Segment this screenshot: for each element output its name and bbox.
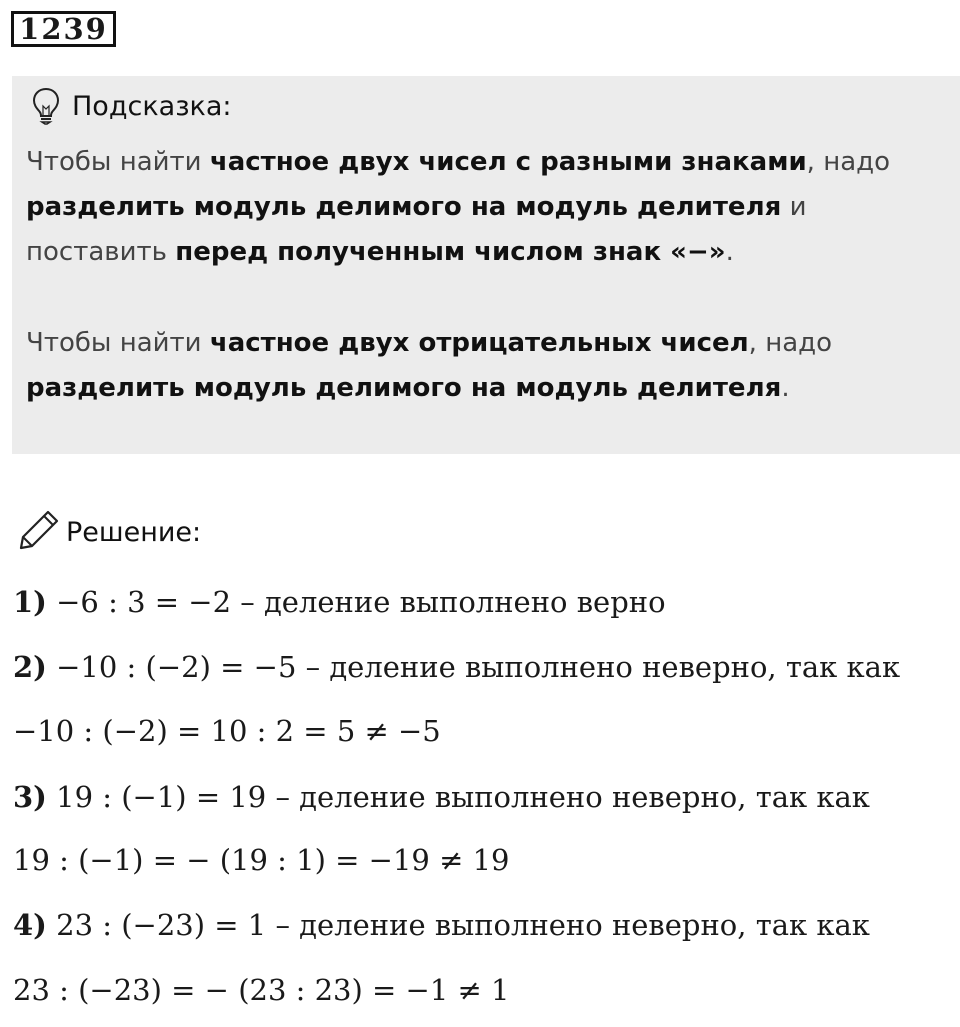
item-number: 3)	[13, 780, 47, 814]
solution-text: −10 : (−2) = 10 : 2 = 5 ≠ −5	[13, 714, 441, 748]
solution-header	[18, 508, 201, 556]
hint-text: .	[725, 237, 734, 267]
item-number: 4)	[13, 908, 47, 942]
hint-text: Чтобы найти	[26, 328, 210, 358]
hint-text: поставить	[26, 237, 176, 267]
solution-text: 19 : (−1) = − (19 : 1) = −19 ≠ 19	[13, 843, 510, 877]
solution-line-3	[13, 714, 441, 748]
hint-text: , надо	[806, 147, 891, 177]
solution-line-5	[13, 843, 510, 877]
hint-paragraph-2	[26, 321, 956, 411]
hint-bold-text: разделить модуль делимого на модуль делителя	[26, 373, 782, 403]
hint-text: .	[781, 373, 790, 403]
pencil-icon	[18, 509, 60, 556]
hint-text: и	[781, 192, 807, 222]
solution-line-1	[13, 585, 666, 619]
hint-bold-text: перед полученным числом знак «−»	[175, 237, 726, 267]
hint-text: Чтобы найти	[26, 147, 210, 177]
lightbulb-icon	[32, 87, 60, 125]
hint-header	[32, 86, 232, 126]
solution-title: Решение:	[66, 516, 202, 548]
item-number: 2)	[13, 650, 47, 684]
solution-text: 23 : (−23) = − (23 : 23) = −1 ≠ 1	[13, 973, 510, 1007]
solution-text: 23 : (−23) = 1 – деление выполнено неверно, так как	[46, 908, 870, 942]
hint-paragraph-1	[26, 140, 956, 275]
hint-box	[12, 76, 960, 454]
solution-line-7	[13, 973, 510, 1007]
solution-line-6	[13, 908, 870, 942]
solution-text: −10 : (−2) = −5 – деление выполнено неверно, так как	[46, 650, 901, 684]
task-number: 1239	[11, 11, 116, 47]
item-number: 1)	[13, 585, 47, 619]
solution-text: −6 : 3 = −2 – деление выполнено верно	[46, 585, 666, 619]
hint-bold-text: разделить модуль делимого на модуль делителя	[26, 192, 782, 222]
hint-bold-text: частное двух чисел с разными знаками	[209, 147, 807, 177]
solution-line-2	[13, 650, 900, 684]
hint-bold-text: частное двух отрицательных чисел	[209, 328, 749, 358]
hint-title: Подсказка:	[72, 90, 232, 122]
hint-text: , надо	[748, 328, 833, 358]
solution-text: 19 : (−1) = 19 – деление выполнено неверно, так как	[46, 780, 870, 814]
solution-line-4	[13, 780, 870, 814]
